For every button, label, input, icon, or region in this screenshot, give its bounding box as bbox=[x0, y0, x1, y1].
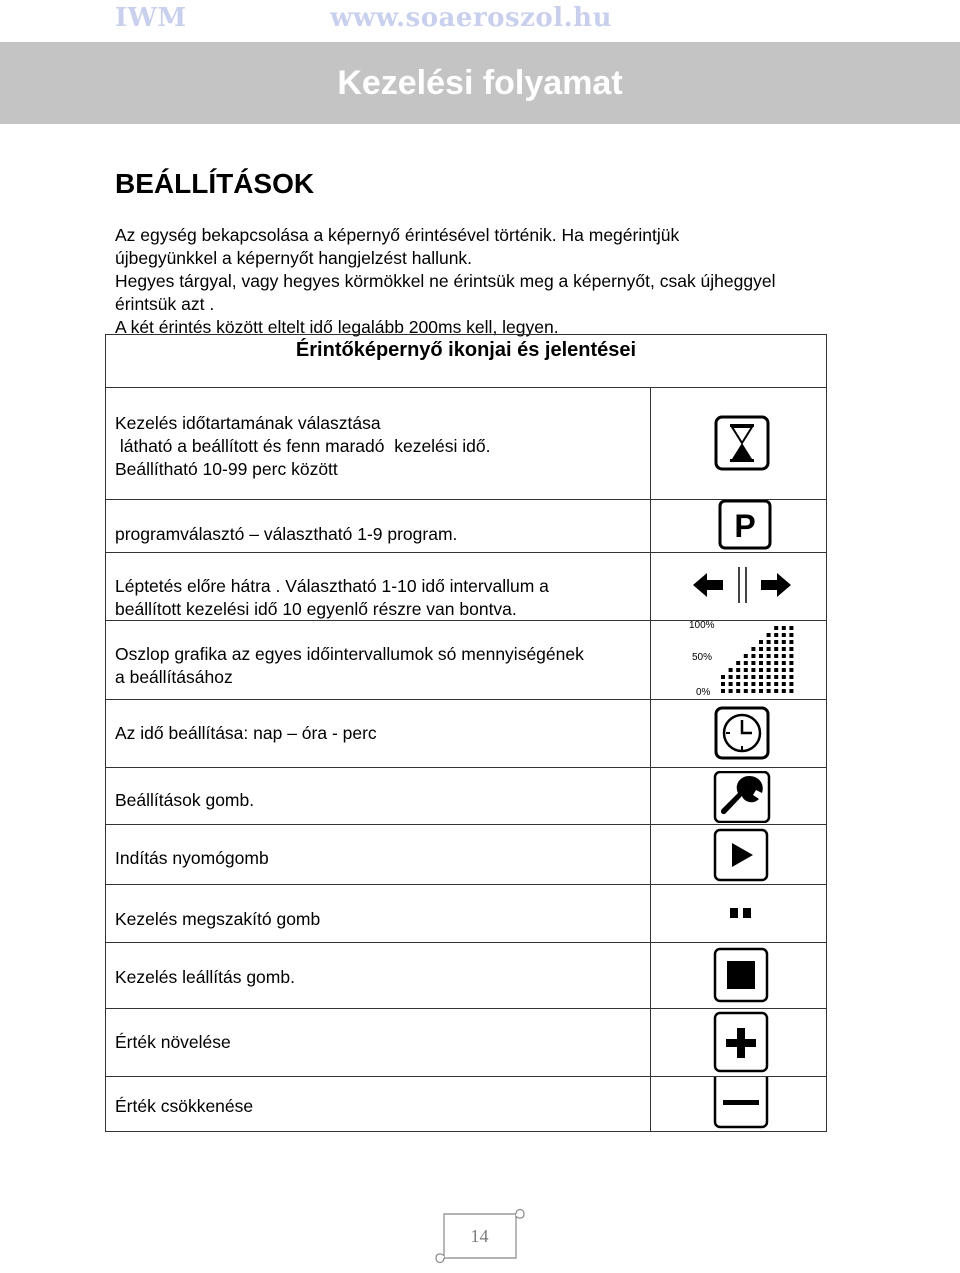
table-row bbox=[106, 1077, 826, 1131]
table-row bbox=[106, 885, 826, 943]
graph-segment bbox=[782, 640, 786, 644]
graph-segment bbox=[744, 654, 748, 658]
intro-line: Hegyes tárgyal, vagy hegyes körmökkel ne érintsük meg a képernyőt, csak újheggyel bbox=[115, 271, 776, 291]
graph-segment bbox=[729, 689, 733, 693]
table-row bbox=[106, 388, 826, 500]
graph-segment bbox=[721, 689, 725, 693]
graph-segment bbox=[744, 689, 748, 693]
graph-segment bbox=[759, 682, 763, 686]
graph-segment bbox=[782, 661, 786, 665]
graph-segment bbox=[759, 647, 763, 651]
graph-segment bbox=[721, 682, 725, 686]
row-description bbox=[115, 1095, 253, 1118]
graph-segment bbox=[789, 647, 793, 651]
hourglass-icon[interactable] bbox=[714, 415, 770, 471]
icon-cell bbox=[650, 1077, 826, 1131]
row-description bbox=[115, 1031, 231, 1054]
graph-segment bbox=[767, 661, 771, 665]
table-row bbox=[106, 1009, 826, 1077]
icon-cell bbox=[650, 1009, 826, 1076]
graph-segment bbox=[744, 661, 748, 665]
row-text-line: a beállításához bbox=[115, 667, 233, 687]
graph-segment bbox=[782, 675, 786, 679]
graph-segment bbox=[767, 675, 771, 679]
graph-segment bbox=[767, 682, 771, 686]
graph-segment bbox=[789, 682, 793, 686]
graph-segment bbox=[767, 654, 771, 658]
table-row bbox=[106, 825, 826, 885]
icon-table bbox=[105, 334, 827, 1132]
stop-icon[interactable] bbox=[713, 947, 769, 1003]
graph-segment bbox=[767, 668, 771, 672]
section-title: BEÁLLÍTÁSOK bbox=[115, 168, 315, 199]
icon-cell bbox=[650, 388, 826, 499]
intro-text bbox=[115, 224, 885, 339]
graph-segment bbox=[782, 647, 786, 651]
graph-segment bbox=[759, 654, 763, 658]
graph-segment bbox=[751, 668, 755, 672]
row-text-line: Kezelés megszakító gomb bbox=[115, 909, 321, 929]
step-arrows-icon[interactable] bbox=[685, 563, 799, 607]
row-text-line: Érték csökkenése bbox=[115, 1096, 254, 1116]
row-text-line: Beállítások gomb. bbox=[115, 790, 255, 810]
brand-logo: IWM bbox=[115, 3, 187, 33]
table-header: Érintőképernyő ikonjai és jelentései bbox=[106, 335, 826, 388]
graph-segment bbox=[736, 668, 740, 672]
row-description bbox=[115, 575, 549, 621]
graph-segment bbox=[774, 654, 778, 658]
page-title bbox=[0, 64, 960, 103]
graph-segment bbox=[751, 654, 755, 658]
row-text-line: beállított kezelési idő 10 egyenlő részre van bontva. bbox=[115, 599, 517, 619]
row-text-line: látható a beállított és fenn maradó kezelési idő. bbox=[115, 436, 491, 456]
row-text-line: Beállítható 10-99 perc között bbox=[115, 459, 338, 479]
brand-website: www.soaeroszol.hu bbox=[330, 3, 612, 33]
row-description bbox=[115, 722, 377, 745]
row-description bbox=[115, 789, 254, 812]
graph-segment bbox=[767, 689, 771, 693]
row-text-line: Kezelés időtartamának választása bbox=[115, 413, 381, 433]
graph-segment bbox=[774, 640, 778, 644]
graph-segment bbox=[789, 668, 793, 672]
icon-cell bbox=[650, 500, 826, 552]
graph-segment bbox=[774, 682, 778, 686]
row-description bbox=[115, 908, 320, 931]
graph-segment bbox=[751, 682, 755, 686]
graph-segment bbox=[759, 689, 763, 693]
plus-icon[interactable] bbox=[713, 1011, 769, 1073]
graph-segment bbox=[751, 689, 755, 693]
intro-line: érintsük azt . bbox=[115, 294, 215, 314]
graph-segment bbox=[759, 668, 763, 672]
top-strip bbox=[0, 0, 960, 40]
graph-segment bbox=[774, 661, 778, 665]
graph-segment bbox=[789, 675, 793, 679]
icon-cell bbox=[650, 943, 826, 1008]
icon-cell bbox=[650, 553, 826, 620]
graph-segment bbox=[774, 633, 778, 637]
page-title-text: Kezelési folyamat bbox=[337, 64, 623, 102]
graph-segment bbox=[789, 661, 793, 665]
graph-segment bbox=[744, 682, 748, 686]
graph-label-50: 50% bbox=[692, 652, 713, 663]
graph-segment bbox=[782, 633, 786, 637]
header-band bbox=[0, 42, 960, 124]
graph-segment bbox=[789, 626, 793, 630]
program-p-icon[interactable] bbox=[718, 500, 772, 550]
graph-segment bbox=[729, 682, 733, 686]
graph-segment bbox=[759, 675, 763, 679]
row-text-line: programválasztó – választható 1-9 program. bbox=[115, 524, 458, 544]
minus-icon[interactable] bbox=[713, 1077, 769, 1129]
row-description bbox=[115, 966, 295, 989]
graph-segment bbox=[789, 654, 793, 658]
graph-segment bbox=[751, 661, 755, 665]
row-description bbox=[115, 412, 491, 481]
graph-label-0: 0% bbox=[696, 687, 711, 698]
row-text-line: Léptetés előre hátra . Választható 1-10 idő intervallum a bbox=[115, 576, 549, 596]
graph-segment bbox=[736, 661, 740, 665]
intro-line: újbegyünkkel a képernyőt hangjelzést hallunk. bbox=[115, 248, 473, 268]
graph-segment bbox=[774, 647, 778, 651]
graph-segment bbox=[751, 647, 755, 651]
graph-segment bbox=[767, 640, 771, 644]
table-row bbox=[106, 500, 826, 553]
graph-segment bbox=[759, 661, 763, 665]
page-number: 14 bbox=[470, 1226, 489, 1246]
graph-segment bbox=[744, 675, 748, 679]
graph-segment bbox=[767, 647, 771, 651]
row-text-line: Indítás nyomógomb bbox=[115, 848, 269, 868]
graph-segment bbox=[789, 633, 793, 637]
graph-segment bbox=[782, 668, 786, 672]
graph-segment bbox=[729, 675, 733, 679]
row-text-line: Oszlop grafika az egyes időintervallumok só mennyiségének bbox=[115, 644, 584, 664]
graph-segment bbox=[789, 689, 793, 693]
play-icon[interactable] bbox=[713, 828, 769, 882]
page-number-scroll bbox=[432, 1206, 527, 1268]
graph-segment bbox=[736, 689, 740, 693]
graph-segment bbox=[751, 675, 755, 679]
graph-segment bbox=[774, 626, 778, 630]
row-text-line: Kezelés leállítás gomb. bbox=[115, 967, 295, 987]
icon-cell bbox=[650, 700, 826, 767]
graph-segment bbox=[774, 675, 778, 679]
row-description bbox=[115, 847, 269, 870]
row-text-line: Érték növelése bbox=[115, 1032, 231, 1052]
table-row bbox=[106, 621, 826, 700]
clock-icon[interactable] bbox=[714, 706, 770, 760]
row-description bbox=[115, 523, 457, 546]
graph-segment bbox=[767, 633, 771, 637]
wrench-icon[interactable] bbox=[713, 771, 771, 823]
table-row bbox=[106, 943, 826, 1009]
icon-cell bbox=[650, 825, 826, 884]
graph-label-100: 100% bbox=[689, 620, 715, 631]
graph-segment bbox=[744, 668, 748, 672]
row-description bbox=[115, 643, 584, 689]
graph-segment bbox=[782, 626, 786, 630]
graph-segment bbox=[782, 654, 786, 658]
graph-segment bbox=[782, 689, 786, 693]
graph-segment bbox=[782, 682, 786, 686]
intro-line: Az egység bekapcsolása a képernyő érintésével történik. Ha megérintjük bbox=[115, 225, 680, 245]
icon-cell bbox=[650, 768, 826, 824]
table-row bbox=[106, 700, 826, 768]
graph-segment bbox=[774, 689, 778, 693]
icon-cell bbox=[650, 621, 826, 699]
bar-graph-icon[interactable] bbox=[719, 621, 799, 697]
row-text-line: Az idő beállítása: nap – óra - perc bbox=[115, 723, 377, 743]
graph-segment bbox=[774, 668, 778, 672]
graph-segment bbox=[721, 675, 725, 679]
graph-segment bbox=[729, 668, 733, 672]
icon-cell bbox=[650, 885, 826, 942]
table-row bbox=[106, 553, 826, 621]
graph-segment bbox=[736, 682, 740, 686]
graph-segment bbox=[736, 675, 740, 679]
svg-text:P: P bbox=[734, 508, 756, 544]
graph-segment bbox=[759, 640, 763, 644]
graph-segment bbox=[789, 640, 793, 644]
pause-icon[interactable] bbox=[713, 887, 769, 941]
intro-line: A két érintés között eltelt idő legalább 200ms kell, legyen. bbox=[115, 317, 559, 337]
table-row bbox=[106, 768, 826, 825]
